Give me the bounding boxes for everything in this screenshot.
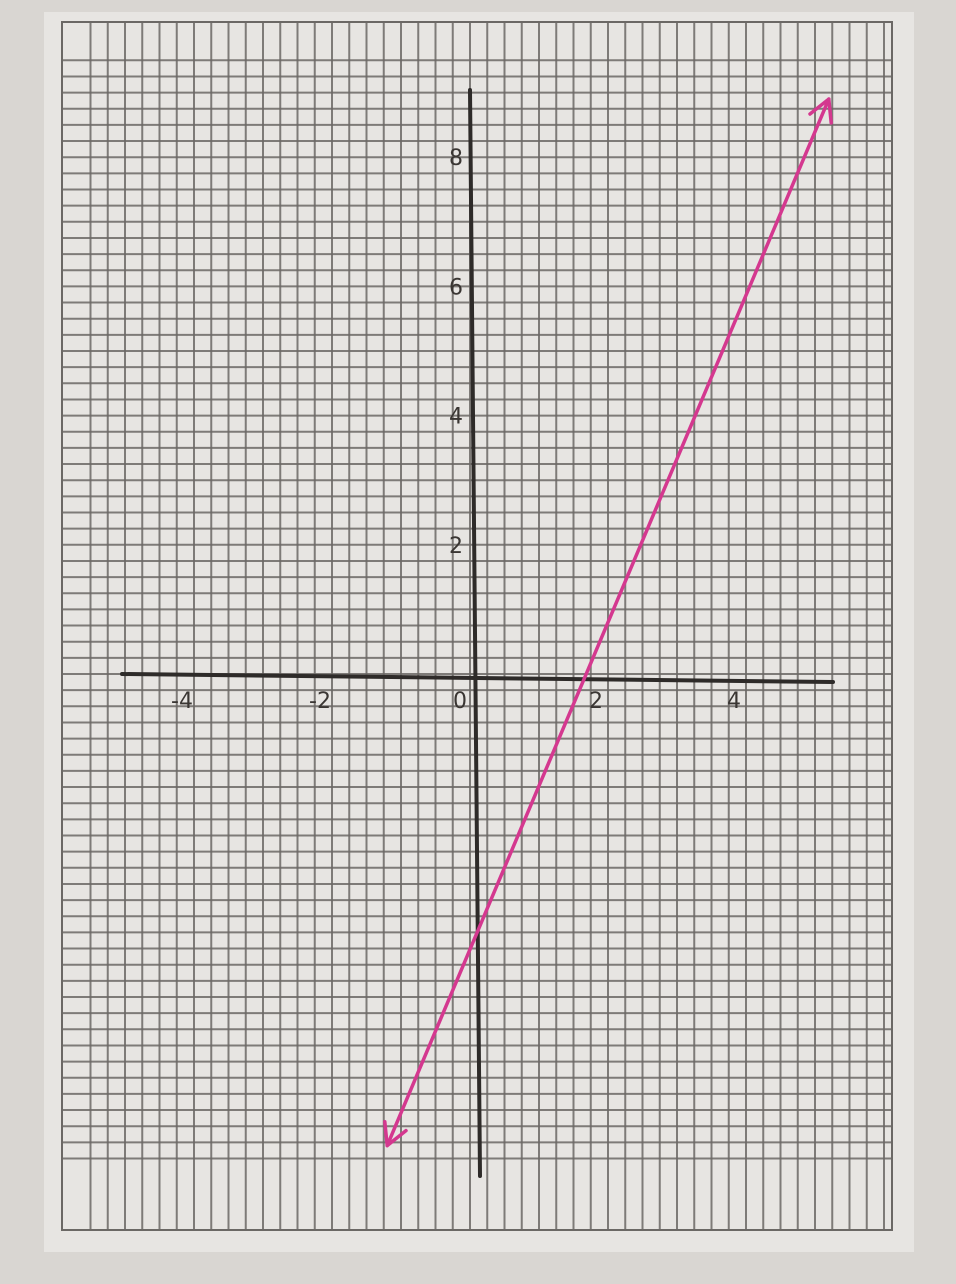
y-tick-label: 8 <box>449 146 463 172</box>
y-tick-label: 4 <box>449 404 463 430</box>
y-tick-label: 2 <box>449 533 463 559</box>
x-tick-label: -2 <box>309 689 331 714</box>
x-tick-label: -4 <box>171 689 193 714</box>
x-tick-label: 2 <box>589 689 603 714</box>
y-tick-label: 6 <box>449 275 463 301</box>
x-tick-label: 4 <box>727 689 741 714</box>
x-tick-label: 0 <box>453 689 467 714</box>
